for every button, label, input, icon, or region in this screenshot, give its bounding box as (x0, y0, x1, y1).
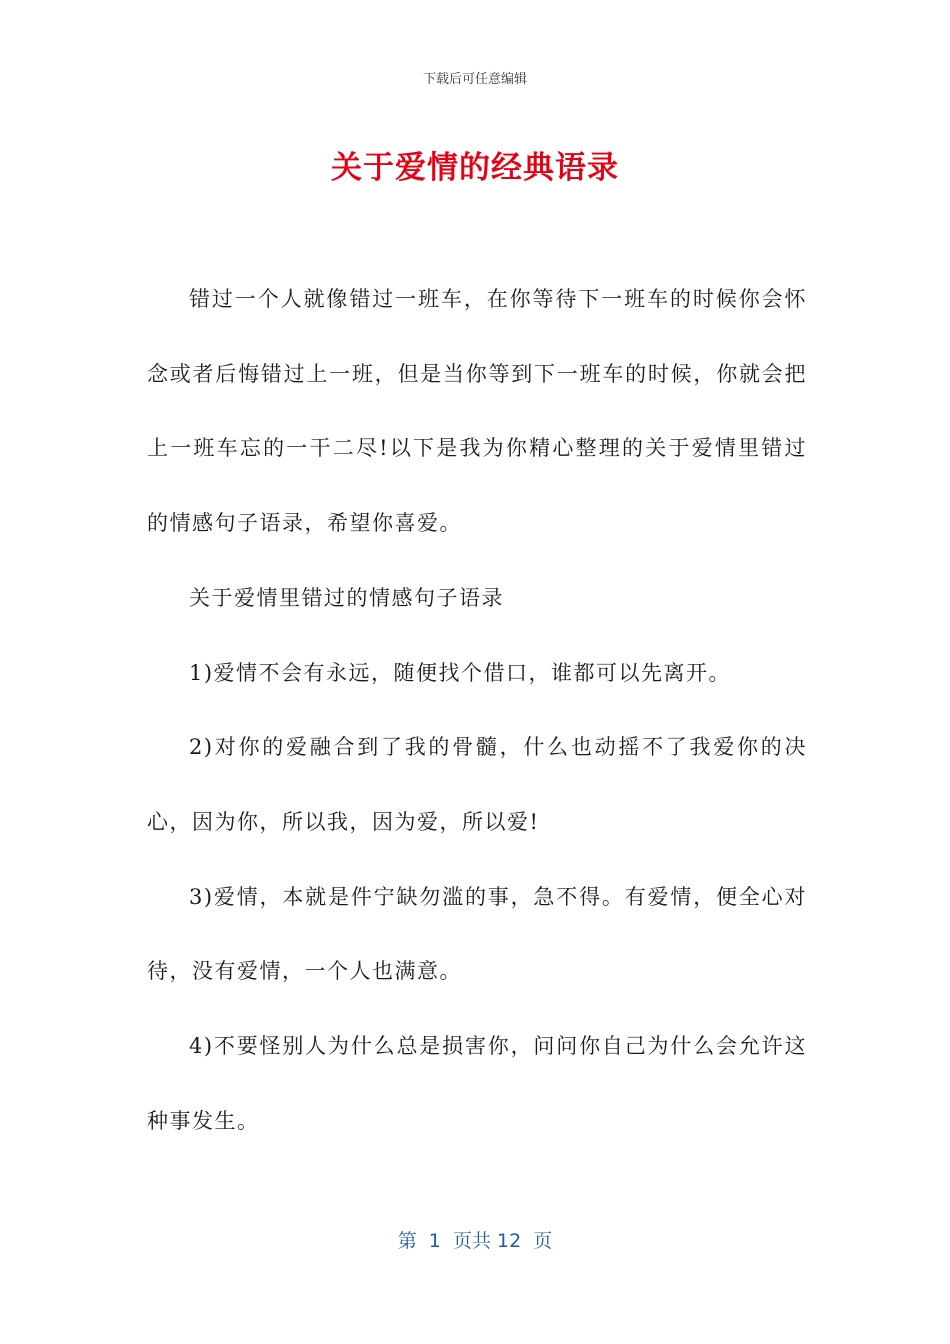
page-number-footer: 第 1 页共 12 页 (397, 1230, 553, 1252)
paragraph-quote-2: 2)对你的爱融合到了我的骨髓，什么也动摇不了我爱你的决心，因为你，所以我，因为爱，所以爱! (147, 735, 807, 834)
paragraph-quote-3: 3)爱情，本就是件宁缺勿滥的事，急不得。有爱情，便全心对待，没有爱情，一个人也满意。 (147, 884, 807, 984)
page-header-note: 下载后可任意编辑 (422, 72, 527, 87)
paragraph-quote-1: 1)爱情不会有永远，随便找个借口，谁都可以先离开。 (189, 660, 732, 685)
paragraph-intro: 错过一个人就像错过一班车，在你等待下一班车的时候你会怀念或者后悔错过上一班，但是当你等到下一班车的时候，你就会把上一班车忘的一干二尽!以下是我为你精心整理的关于爱情里错过的情感句子语录，希望你喜爱。 (147, 287, 807, 536)
document-title: 关于爱情的经典语录 (331, 150, 619, 186)
paragraph-section-heading: 关于爱情里错过的情感句子语录 (189, 585, 504, 610)
paragraph-quote-4: 4)不要怪别人为什么总是损害你，问问你自己为什么会允许这种事发生。 (147, 1034, 807, 1133)
document-body (147, 262, 807, 1158)
